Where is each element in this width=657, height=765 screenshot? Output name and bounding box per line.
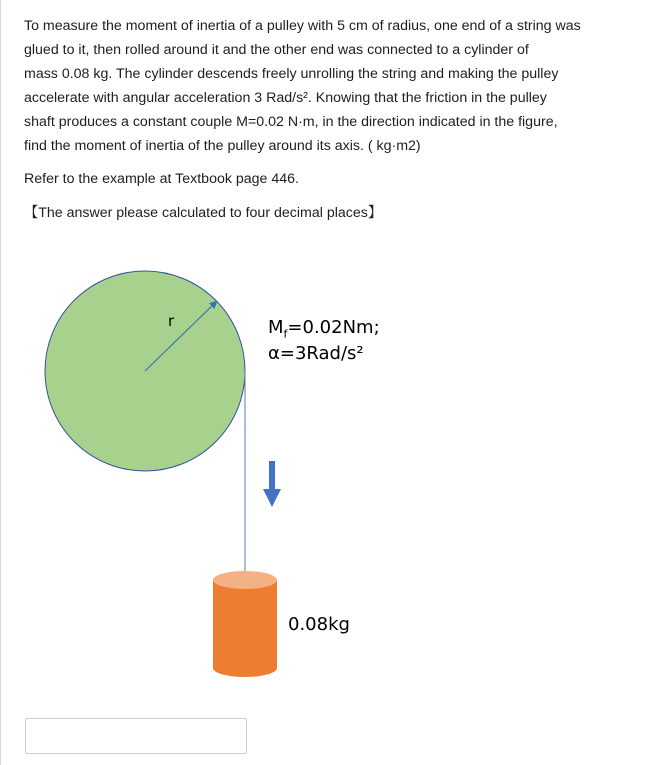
- down-arrow-icon: [263, 461, 281, 507]
- cylinder-mass: [213, 571, 277, 677]
- question-line: mass 0.08 kg. The cylinder descends freely unrolling the string and making the pulley: [24, 66, 559, 82]
- arrow-shaft: [269, 461, 275, 491]
- textbook-reference: Refer to the example at Textbook page 446.: [24, 171, 299, 187]
- friction-moment-label: [268, 317, 380, 341]
- friction-subscript: f: [283, 327, 288, 341]
- mass-label: 0.08kg: [288, 614, 350, 635]
- cylinder-body: [213, 580, 277, 677]
- question-line: glued to it, then rolled around it and the other end was connected to a cylinder of: [24, 42, 529, 58]
- question-line: shaft produces a constant couple M=0.02 N·m, in the direction indicated in the figure,: [24, 114, 558, 130]
- question-line: find the moment of inertia of the pulley around its axis. ( kg·m2): [24, 138, 421, 154]
- angular-acceleration-label: α=3Rad/s²: [268, 343, 364, 364]
- answer-input[interactable]: [25, 718, 247, 754]
- question-line: To measure the moment of inertia of a pulley with 5 cm of radius, one end of a string was: [24, 18, 581, 34]
- friction-value: =0.02Nm;: [287, 317, 380, 338]
- cylinder-top: [213, 571, 277, 589]
- friction-symbol: M: [268, 317, 284, 338]
- question-line: accelerate with angular acceleration 3 Rad/s². Knowing that the friction in the pulley: [24, 90, 547, 106]
- arrow-head: [263, 489, 281, 507]
- precision-note: 【The answer please calculated to four decimal places】: [24, 205, 383, 221]
- radius-label: r: [168, 312, 175, 330]
